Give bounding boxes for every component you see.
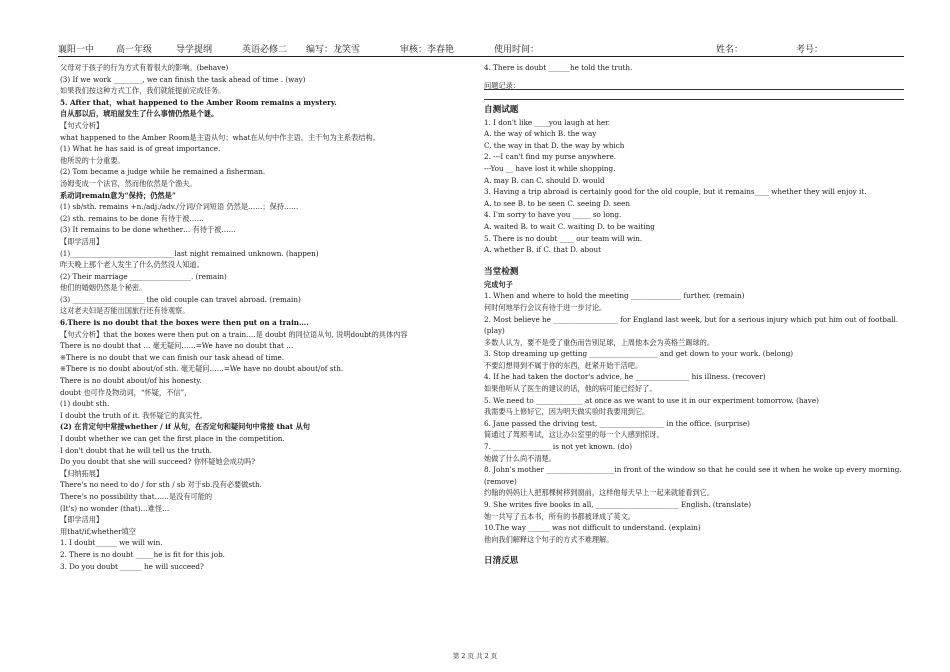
header-type: 导学提纲 (176, 45, 213, 55)
text-line: 【即学活用】 (60, 236, 104, 246)
text-line: There's no possibility that……是没有可能的 (60, 491, 213, 501)
header-reviewer: 审核：李春艳 (400, 45, 455, 55)
exercise-line: 约翰的妈妈让人把那棵树移到窗前，这样他每天早上一起来就能看到它。 (484, 488, 715, 498)
header-author: 编写：龙笑雪 (306, 45, 361, 55)
text-line: 1. I doubt______ we will win. (60, 538, 163, 548)
class-check-section (484, 290, 904, 545)
exercise-line: 10.The way ______ was not difficult to understand. (explain) (484, 523, 701, 533)
text-line: 【句式分析】 (60, 120, 104, 130)
text-line: (1) sb/sth. remains +n./adj./adv./分词/介词短语 仍然是……；保持…… (60, 202, 299, 212)
right-top-section (484, 62, 904, 100)
exercise-line: (remove) (484, 476, 517, 486)
self-test-section (484, 117, 904, 256)
text-line: (2) Their marriage _________________. (remain) (60, 271, 227, 281)
exercise-line: 7. ________________ is not yet known. (do) (484, 442, 633, 452)
exercise-line: 6. Jane passed the driving test, __________________ in the office. (surprise) (484, 418, 750, 428)
text-line: 问题记录： (484, 80, 904, 90)
text-line: (3) ____________________ the old couple can travel abroad. (remain) (60, 294, 301, 304)
text-line: (1)_____________________________last night remained unknown. (happen) (60, 248, 319, 258)
text-line: 汤姆变成一个法官，然而他依然是个渔夫。 (60, 178, 197, 188)
text-line: 自从那以后，琥珀屋发生了什么事情仍然是个谜。 (60, 109, 219, 119)
page-header (58, 40, 904, 57)
text-line: 父母对于孩子的行为方式有着很大的影响。(behave) (60, 63, 229, 72)
text-line: 【即学活用】 (60, 515, 104, 525)
class-check-heading: 当堂检测 (484, 266, 519, 277)
question-line: A. the way of which B. the way (484, 129, 597, 139)
text-line: I don't doubt that he will tell us the truth. (60, 445, 213, 455)
text-line: Do you doubt that she will succeed? 你怀疑她会成功吗? (60, 457, 256, 467)
question-line: C. the way in that D. the way by which (484, 140, 625, 150)
text-line: doubt 也可作及物动词，“怀疑，不信”， (60, 387, 192, 397)
text-line: There's no need to do / for sth / sb 对于sb.没有必要做sth. (60, 480, 262, 490)
exercise-line: 简通过了驾照考试，这让办公室里的每一个人感到惊讶。 (484, 430, 664, 440)
exercise-line: 不要幻想得到不属于你的东西，赶紧开始干活吧。 (484, 360, 643, 370)
text-line: ※There is no doubt about/of sth. 毫无疑问……=We have no doubt about/of sth. (60, 364, 344, 374)
text-line: 系动词remain意为“保持；仍然是” (60, 190, 176, 200)
self-test-heading: 自测试题 (484, 104, 519, 115)
question-line: A. whether B. if C. that D. about (484, 245, 601, 255)
right-column (484, 62, 904, 568)
exercise-line: 8. John's mother ___________________in front of the window so that he could see it when he woke up every morning. (484, 465, 902, 475)
header-date: 使用时间： (494, 45, 540, 55)
text-line: (1) What he has said is of great importance. (60, 144, 221, 154)
text-line: I doubt the truth of it. 我怀疑它的真实性。 (60, 410, 207, 420)
text-line: 昨天晚上那个老人发生了什么仍然没人知道。 (60, 260, 204, 270)
left-column (60, 62, 470, 572)
text-line: 3. Do you doubt ______ he will succeed? (60, 561, 204, 571)
question-line: 2. ---I can't find my purse anywhere. (484, 152, 616, 162)
header-school: 襄阳一中 (58, 45, 95, 55)
exercise-line: 如果他听从了医生的建议的话，他的病可能已经好了。 (484, 384, 657, 394)
header-subject: 英语必修二 (242, 45, 288, 55)
exercise-line: 4. If he had taken the doctor's advice, he _______________ his illness. (recover) (484, 372, 766, 382)
header-number: 考号： (796, 45, 824, 55)
text-line: what happened to the Amber Room是主语从句；what在从句中作主语。主干句为主系表结构。 (60, 132, 380, 142)
text-line: There is no doubt about/of his honesty. (60, 376, 202, 386)
text-line: 他所说的十分重要。 (60, 155, 125, 165)
question-line: A. may B. can C. should D. would (484, 175, 605, 185)
text-line: 【归纳拓展】 (60, 468, 104, 478)
exercise-line: 5. We need to _____________ at once as we want to use it in our experiment tomorrow. (have) (484, 395, 819, 405)
text-line: (2) 在肯定句中常接whether / if 从句，在否定句和疑问句中常接 that 从句 (60, 422, 310, 432)
text-line (484, 90, 904, 100)
text-line: ※There is no doubt that we can finish our task ahead of time. (60, 352, 285, 362)
question-line: 3. Having a trip abroad is certainly good for the old couple, but it remains____ whether they will enjoy it. (484, 187, 867, 197)
exercise-line: 何时何地举行会议有待于进一步讨论。 (484, 302, 607, 312)
text-line: 6.There is no doubt that the boxes were then put on a train…. (60, 318, 309, 328)
exercise-line: 多数人认为，要不是受了重伤而告别足球，上周他本会为英格兰踢球的。 (484, 337, 715, 347)
question-line: ---You __ have lost it while shopping. (484, 163, 616, 173)
reflection-heading: 日清反思 (484, 556, 519, 567)
exercise-line: 1. When and where to hold the meeting ______________ further. (remain) (484, 291, 745, 301)
text-line: (2) Tom became a judge while he remained a fisherman. (60, 167, 266, 177)
text-line: (1) doubt sth. (60, 399, 110, 409)
exercise-line: 他向我们解释这个句子的方式不难理解。 (484, 534, 614, 544)
complete-sentences-heading: 完成句子 (484, 279, 513, 289)
text-line: 5. After that，what happened to the Amber Room remains a mystery. (60, 97, 337, 107)
header-grade: 高一年级 (116, 45, 153, 55)
text-line: I doubt whether we can get the first place in the competition. (60, 434, 285, 443)
text-line: 用that/if,whether填空 (60, 526, 136, 536)
text-line: 2. There is no doubt _____he is fit for this job. (60, 549, 225, 559)
question-line: 5. There is no doubt ____ our team will win. (484, 233, 643, 243)
page-footer: 第 2 页 共 2 页 (452, 652, 498, 660)
question-line: A. waited B. to wait C. waiting D. to be waiting (484, 221, 655, 231)
text-line: 【句式分析】that the boxes were then put on a train….是 doubt 的同位语从句, 说明doubt的具体内容 (60, 329, 408, 339)
question-line: A. to see B. to be seen C. seeing D. seen (484, 198, 631, 208)
question-line: 1. I don't like ____you laugh at her. (484, 117, 611, 127)
text-line: (3) If we work ________, we can finish the task ahead of time . (way) (60, 74, 306, 84)
text-line: (2) sth. remains to be done 有待于被…… (60, 213, 204, 223)
exercise-line: (play) (484, 326, 505, 336)
text-line: 这对老夫妇是否能出国旅行还有待观察。 (60, 306, 190, 316)
text-line: 他们的婚姻仍然是个秘密。 (60, 283, 147, 293)
text-line: (3) It remains to be done whether… 有待于被…… (60, 225, 236, 235)
exercise-line: 我需要马上修好它，因为明天做实验时我要用到它。 (484, 407, 650, 417)
exercise-line: 2. Most believe he __________________ for England last week, but for a serious injury which put him out of football. (484, 314, 899, 324)
header-name: 姓名： (716, 45, 744, 55)
text-line: There is no doubt that ... 毫无疑问……=We have no doubt that … (60, 341, 294, 351)
text-line: (It's) no wonder (that)…难怪… (60, 503, 170, 513)
text-line: 4. There is doubt ______he told the truth. (484, 63, 633, 72)
exercise-line: 3. Stop dreaming up getting ___________________ and get down to your work. (belong) (484, 349, 794, 359)
question-line: 4. I'm sorry to have you _____ so long. (484, 210, 622, 220)
exercise-line: 她一共写了五本书，所有的书都被译成了英文。 (484, 511, 635, 521)
text-line: 如果我们按这种方式工作，我们就能提前完成任务。 (60, 86, 226, 96)
exercise-line: 9. She writes five books in all, _______________________ English. (translate) (484, 500, 752, 509)
exercise-line: 她做了什么尚不清楚。 (484, 453, 556, 463)
